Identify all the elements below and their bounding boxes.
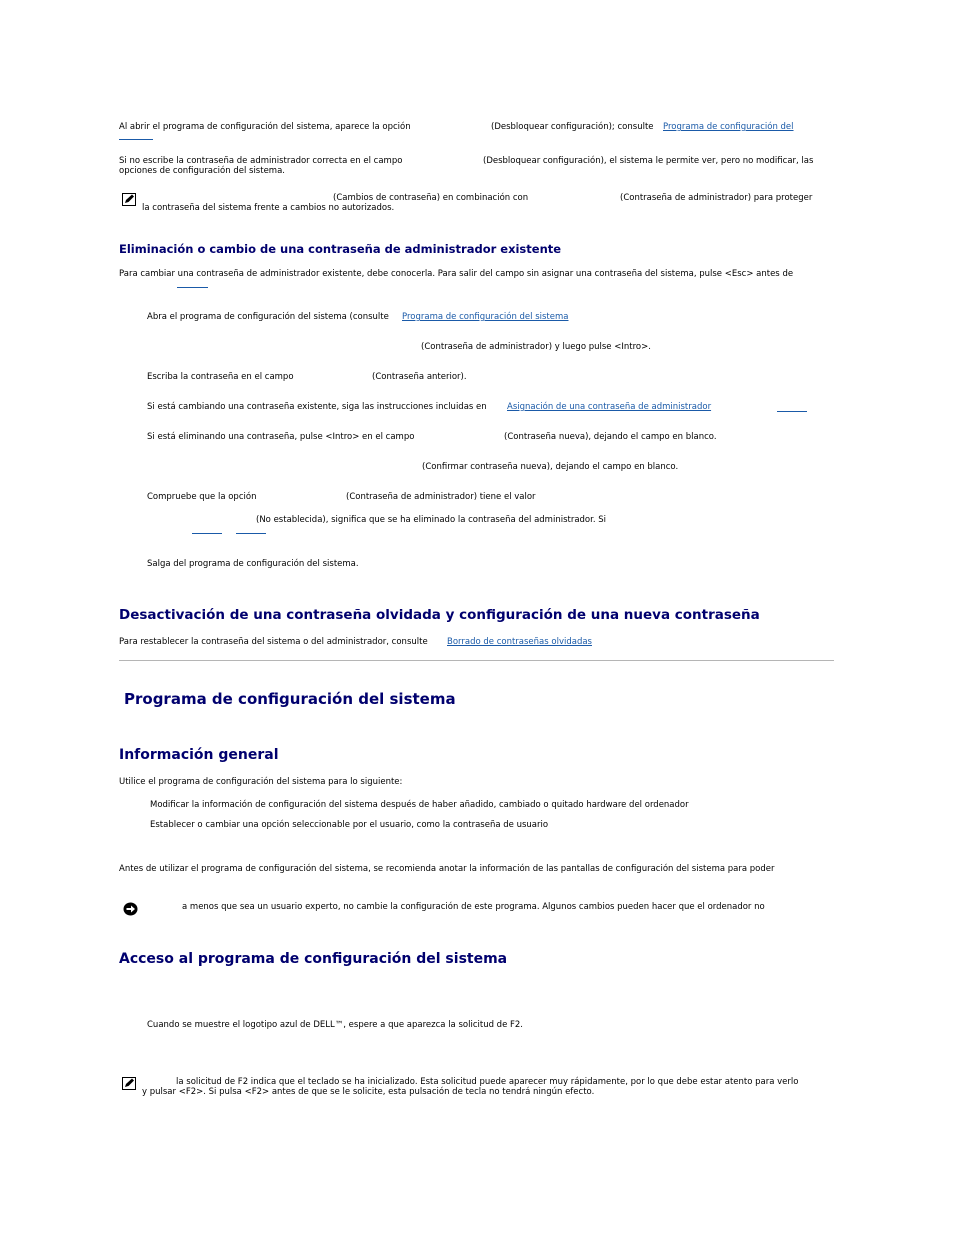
list-item: Modificar la información de configuración del sistema después de haber añadido, cambiado o quitado hardware del ordenador xyxy=(150,800,689,810)
p1-text-a: Al abrir el programa de configuración del sistema, aparece la opción xyxy=(119,122,411,132)
step7-text-a: Compruebe que la opción xyxy=(147,492,257,502)
step8-text: (No establecida), significa que se ha eliminado la contraseña del administrador. Si xyxy=(256,515,606,525)
list-item: Establecer o cambiar una opción seleccionable por el usuario, como la contraseña de usuario xyxy=(150,820,549,830)
heading-general-info: Información general xyxy=(119,747,279,763)
link-underline[interactable] xyxy=(119,139,153,140)
note-pencil-icon xyxy=(122,193,136,206)
step5-text-b: (Contraseña nueva), dejando el campo en blanco. xyxy=(504,432,717,442)
forgot-text: Para restablecer la contraseña del sistema o del administrador, consulte xyxy=(119,637,428,647)
p2-text-b: (Desbloquear configuración), el sistema le permite ver, pero no modificar, las xyxy=(483,156,814,166)
note1-text-b: (Contraseña de administrador) para proteger xyxy=(620,193,813,203)
heading-access-setup: Acceso al programa de configuración del sistema xyxy=(119,951,508,967)
note2-line2: y pulsar <F2>. Si pulsa <F2> antes de que se le solicite, esta pulsación de tecla no tendrá ningún efecto. xyxy=(142,1087,595,1097)
step5-text-a: Si está eliminando una contraseña, pulse <Intro> en el campo xyxy=(147,432,415,442)
step3-text-a: Escriba la contraseña en el campo xyxy=(147,372,294,382)
link-underline[interactable] xyxy=(192,533,222,534)
remove-intro: Para cambiar una contraseña de administrador existente, debe conocerla. Para salir del campo sin asignar una contraseña del sistema, pulse <Esc> antes de xyxy=(119,269,794,279)
link-underline[interactable] xyxy=(777,411,807,412)
heading-remove-admin-password: Eliminación o cambio de una contraseña de administrador existente xyxy=(119,242,562,256)
step2-text: (Contraseña de administrador) y luego pulse <Intro>. xyxy=(421,342,651,352)
note1-text-a: (Cambios de contraseña) en combinación con xyxy=(333,193,529,203)
link-underline[interactable] xyxy=(236,533,266,534)
notice-arrow-icon xyxy=(123,902,138,916)
link-setup-program-step1[interactable]: Programa de configuración del sistema xyxy=(402,312,569,322)
link-setup-program[interactable]: Programa de configuración del xyxy=(663,122,794,132)
access-step: Cuando se muestre el logotipo azul de DELL™, espere a que aparezca la solicitud de F2. xyxy=(147,1020,524,1030)
step6-text: (Confirmar contraseña nueva), dejando el campo en blanco. xyxy=(422,462,679,472)
note1-line2: la contraseña del sistema frente a cambios no autorizados. xyxy=(142,203,395,213)
section-divider xyxy=(119,660,834,661)
heading-setup-program: Programa de configuración del sistema xyxy=(124,690,456,708)
step3-text-b: (Contraseña anterior). xyxy=(372,372,467,382)
notice-text: a menos que sea un usuario experto, no cambie la configuración de este programa. Algunos cambios pueden hacer que el ordenador no xyxy=(182,902,765,912)
p1-text-b: (Desbloquear configuración); consulte xyxy=(491,122,654,132)
link-underline[interactable] xyxy=(177,287,208,288)
heading-forgot-password: Desactivación de una contraseña olvidada y configuración de una nueva contraseña xyxy=(119,607,760,623)
p2-text-a: Si no escribe la contraseña de administrador correcta en el campo xyxy=(119,156,403,166)
p2-line2: opciones de configuración del sistema. xyxy=(119,166,285,176)
note-pencil-icon xyxy=(122,1077,136,1090)
link-assign-admin-password[interactable]: Asignación de una contraseña de administrador xyxy=(507,402,712,412)
step9-text: Salga del programa de configuración del sistema. xyxy=(147,559,359,569)
link-clear-forgotten-passwords[interactable]: Borrado de contraseñas olvidadas xyxy=(447,637,592,647)
step4-text: Si está cambiando una contraseña existente, siga las instrucciones incluidas en xyxy=(147,402,487,412)
step7-text-b: (Contraseña de administrador) tiene el valor xyxy=(346,492,536,502)
note2-line1: la solicitud de F2 indica que el teclado se ha inicializado. Esta solicitud puede aparecer muy rápidamente, por lo que debe estar atento para verlo xyxy=(176,1077,799,1087)
before-text: Antes de utilizar el programa de configuración del sistema, se recomienda anotar la información de las pantallas de configuración del sistema para poder xyxy=(119,864,775,874)
step1-text: Abra el programa de configuración del sistema (consulte xyxy=(147,312,389,322)
general-intro: Utilice el programa de configuración del sistema para lo siguiente: xyxy=(119,777,403,787)
